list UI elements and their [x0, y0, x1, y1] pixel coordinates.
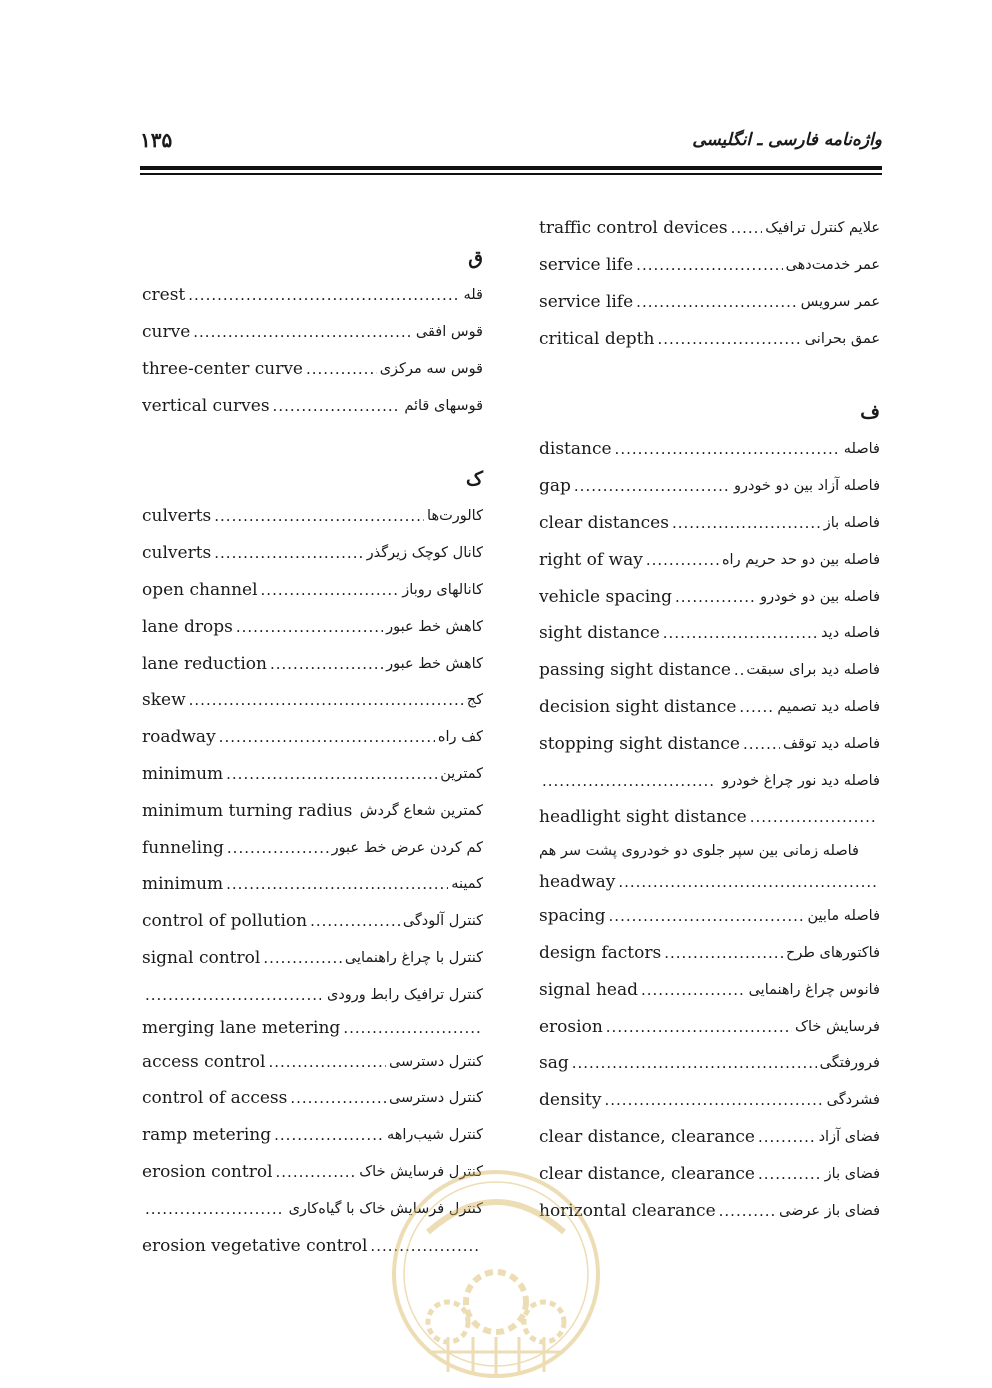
- persian-term: فاصله دید نور چراغ خودرو: [722, 772, 880, 789]
- spacer: [539, 357, 880, 394]
- leader-dots: [758, 1165, 822, 1183]
- running-title: واژه‌نامه فارسی ـ انگلیسی: [692, 130, 882, 150]
- english-term: signal head: [539, 979, 638, 1000]
- leader-dots: [731, 219, 763, 237]
- english-term: gap: [539, 476, 571, 497]
- leader-dots: [193, 323, 413, 341]
- leader-dots: [606, 1018, 792, 1036]
- leader-dots: [750, 808, 877, 826]
- persian-term: فرسایش خاک: [795, 1018, 880, 1035]
- entry-group: [539, 210, 880, 357]
- leader-dots: [605, 1091, 824, 1109]
- glossary-entry: [142, 1043, 483, 1080]
- english-term: lane reduction: [142, 653, 267, 674]
- english-term: clear distance, clearance: [539, 1126, 755, 1147]
- english-term: minimum turning radius: [142, 800, 353, 821]
- english-term: erosion: [539, 1016, 603, 1037]
- persian-term: فاصله بین دو خودرو: [760, 588, 880, 605]
- glossary-entry: [539, 578, 880, 615]
- leader-dots: [276, 1163, 357, 1181]
- leader-dots: [675, 588, 757, 606]
- leader-dots: [188, 286, 460, 304]
- persian-term: فاصله دید برای سبقت: [746, 662, 880, 679]
- persian-term: کانال کوچک زیرگذر: [366, 545, 483, 562]
- glossary-entry: [539, 320, 880, 357]
- persian-term: کمترین: [440, 765, 483, 782]
- persian-term: فاصله آزاد بین دو خودرو: [733, 478, 880, 495]
- leader-dots: [273, 397, 402, 415]
- english-term: headway: [539, 871, 616, 892]
- leader-dots: [290, 1089, 386, 1107]
- glossary-entry: [539, 971, 880, 1008]
- glossary-entry: [142, 829, 483, 866]
- persian-term: فاصله بین دو حد حریم راه: [721, 551, 880, 568]
- english-term: traffic control devices: [539, 218, 728, 239]
- persian-term: فاصله: [843, 441, 880, 458]
- leader-dots: [145, 1200, 283, 1218]
- english-term: vehicle spacing: [539, 586, 673, 607]
- english-term: skew: [142, 690, 186, 711]
- leader-dots: [263, 949, 342, 967]
- glossary-entry: [539, 431, 880, 468]
- glossary-entry: [142, 1080, 483, 1117]
- leader-dots: [236, 618, 383, 636]
- english-term: passing sight distance: [539, 660, 731, 681]
- glossary-entry: [142, 277, 483, 314]
- glossary-entry: [539, 468, 880, 505]
- persian-term: فاصله دید تصمیم: [777, 698, 880, 715]
- glossary-entry: [539, 1008, 880, 1045]
- english-term: sag: [539, 1053, 569, 1074]
- leader-dots: [739, 698, 774, 716]
- glossary-entry: [539, 935, 880, 972]
- entry-group: [142, 498, 483, 976]
- glossary-entry: [539, 1119, 880, 1156]
- leader-dots: [214, 544, 363, 562]
- leader-dots: [636, 293, 798, 311]
- persian-term: فاصله دید: [821, 625, 880, 642]
- glossary-entry: [142, 940, 483, 977]
- leader-dots: [214, 507, 424, 525]
- leader-dots: [609, 907, 805, 925]
- english-term: open channel: [142, 579, 258, 600]
- persian-term: قله: [463, 287, 483, 304]
- split-entry-english-line: [142, 1013, 483, 1043]
- glossary-entry: [142, 498, 483, 535]
- leader-dots: [274, 1126, 384, 1144]
- leader-dots: [542, 772, 716, 790]
- page-header: [140, 128, 882, 158]
- english-term: roadway: [142, 727, 216, 748]
- english-term: minimum: [142, 763, 224, 784]
- page-number: ۱۳۵: [140, 128, 173, 152]
- split-entry-english-line: [539, 799, 880, 836]
- persian-term: عمق بحرانی: [804, 330, 880, 347]
- english-term: service life: [539, 255, 634, 276]
- section-heading: ف: [860, 400, 880, 423]
- persian-term: کنترل دسترسی: [388, 1053, 483, 1070]
- glossary-entry: [142, 903, 483, 940]
- leader-dots: [734, 661, 743, 679]
- left-column: [142, 240, 483, 1264]
- persian-term: فاصله باز: [823, 514, 880, 531]
- english-term: spacing: [539, 906, 606, 927]
- english-term: service life: [539, 291, 634, 312]
- english-term: right of way: [539, 549, 643, 570]
- english-term: three-center curve: [142, 358, 303, 379]
- english-term: control of access: [142, 1088, 288, 1109]
- english-term: culverts: [142, 543, 212, 564]
- english-term: culverts: [142, 506, 212, 527]
- persian-term: فاصله دید توقف: [782, 735, 880, 752]
- persian-term: عمر سرویس: [800, 293, 880, 310]
- right-column: [539, 210, 880, 1229]
- leader-dots: [355, 802, 356, 820]
- glossary-entry: [539, 541, 880, 578]
- glossary-entry: [142, 866, 483, 903]
- entry-group: [142, 277, 483, 424]
- glossary-entry: [142, 756, 483, 793]
- english-term: design factors: [539, 942, 662, 963]
- english-term: vertical curves: [142, 395, 270, 416]
- leader-dots: [743, 735, 780, 753]
- persian-term: قوس سه مرکزی: [379, 360, 483, 377]
- persian-term: قوس افقی: [415, 324, 483, 341]
- glossary-entry: [142, 351, 483, 388]
- english-term: merging lane metering: [142, 1018, 341, 1039]
- persian-term: فاکتورهای طرح: [785, 944, 880, 961]
- glossary-entry: [142, 1117, 483, 1154]
- persian-term: عمر خدمت‌دهی: [785, 257, 880, 274]
- english-term: distance: [539, 439, 612, 460]
- split-entry-persian-line: [539, 762, 880, 799]
- glossary-entry: [539, 247, 880, 284]
- persian-term: فضای باز: [824, 1165, 880, 1182]
- english-term: decision sight distance: [539, 696, 737, 717]
- persian-term: علایم کنترل ترافیک: [765, 220, 880, 237]
- leader-dots: [189, 691, 464, 709]
- header-rule-thin: [140, 173, 882, 175]
- persian-term: کنترل آلودگی: [402, 913, 483, 930]
- english-term: density: [539, 1090, 602, 1111]
- persian-term: کالورت‌ها: [427, 508, 483, 525]
- glossary-entry: [142, 387, 483, 424]
- english-term: erosion control: [142, 1161, 273, 1182]
- split-entry-english-line: [539, 866, 880, 898]
- english-term: headlight sight distance: [539, 807, 747, 828]
- leader-dots: [615, 440, 841, 458]
- glossary-entry: [539, 652, 880, 689]
- persian-term: کج: [466, 692, 483, 709]
- persian-term: کنترل دسترسی: [388, 1090, 483, 1107]
- english-term: signal control: [142, 947, 261, 968]
- leader-dots: [219, 728, 435, 746]
- leader-dots: [672, 514, 821, 532]
- persian-term: فشردگی: [826, 1092, 880, 1109]
- persian-term: کمترین شعاع گردش: [359, 802, 483, 819]
- persian-term: فضای آزاد: [818, 1128, 880, 1145]
- glossary-entry: [142, 719, 483, 756]
- leader-dots: [574, 477, 731, 495]
- glossary-entry: [539, 505, 880, 542]
- glossary-entry: [142, 608, 483, 645]
- leader-dots: [343, 1019, 480, 1037]
- persian-term: کنترل شیب‌راهه: [386, 1127, 483, 1144]
- english-term: clear distances: [539, 512, 669, 533]
- persian-term: کنترل ترافیک رابط ورودی: [326, 986, 483, 1003]
- leader-dots: [664, 944, 783, 962]
- leader-dots: [145, 986, 321, 1004]
- leader-dots: [572, 1054, 817, 1072]
- leader-dots: [636, 256, 782, 274]
- leader-dots: [261, 581, 400, 599]
- leader-dots: [641, 981, 746, 999]
- persian-term: کاهش خط عبور: [386, 655, 483, 672]
- persian-term: کنترل با چراغ راهنمایی: [344, 949, 483, 966]
- persian-term: فانوس چراغ راهنمایی: [748, 981, 880, 998]
- glossary-entry: [539, 210, 880, 247]
- section-heading: ک: [465, 467, 483, 490]
- english-term: funneling: [142, 837, 224, 858]
- persian-term: فاصله مابین: [807, 908, 880, 925]
- english-term: crest: [142, 285, 186, 306]
- english-term: stopping sight distance: [539, 733, 740, 754]
- entry-group: [539, 431, 880, 762]
- english-term: ramp metering: [142, 1125, 272, 1146]
- glossary-entry: [539, 1082, 880, 1119]
- leader-dots: [663, 624, 818, 642]
- persian-term: کاهش خط عبور: [386, 618, 483, 635]
- leader-dots: [306, 360, 377, 378]
- header-rule-thick: [140, 166, 882, 170]
- leader-dots: [270, 655, 383, 673]
- glossary-entry: [142, 682, 483, 719]
- glossary-entry: [142, 792, 483, 829]
- leader-dots: [226, 875, 448, 893]
- persian-term: قوسهای قائم: [404, 397, 483, 414]
- persian-term: فضای باز عرضی: [779, 1202, 880, 1219]
- glossary-entry: [539, 284, 880, 321]
- leader-dots: [719, 1202, 776, 1220]
- persian-term: کمینه: [451, 876, 483, 893]
- glossary-entry: [539, 689, 880, 726]
- english-term: sight distance: [539, 623, 660, 644]
- leader-dots: [226, 765, 437, 783]
- english-term: curve: [142, 322, 191, 343]
- glossary-entry: [539, 898, 880, 935]
- split-entry-persian-line: [142, 976, 483, 1013]
- english-term: clear distance, clearance: [539, 1163, 755, 1184]
- leader-dots: [227, 839, 329, 857]
- section-heading: ق: [468, 247, 483, 269]
- spacer: [142, 424, 483, 461]
- english-term: control of pollution: [142, 911, 308, 932]
- persian-term: کنترل فرسایش خاک با گیاه‌کاری: [288, 1200, 483, 1217]
- persian-term: کانالهای روباز: [402, 581, 483, 598]
- persian-term: فرورفتگی: [819, 1055, 880, 1072]
- glossary-entry: [539, 725, 880, 762]
- english-term: critical depth: [539, 328, 655, 349]
- watermark-emblem-icon: [388, 1162, 604, 1382]
- leader-dots: [618, 873, 877, 891]
- leader-dots: [758, 1128, 816, 1146]
- glossary-entry: [539, 1045, 880, 1082]
- persian-term: کف راه: [437, 729, 483, 746]
- english-term: horizontal clearance: [539, 1200, 716, 1221]
- leader-dots: [646, 551, 719, 569]
- leader-dots: [657, 330, 801, 348]
- english-term: erosion vegetative control: [142, 1235, 368, 1256]
- glossary-entry: [142, 645, 483, 682]
- glossary-entry: [539, 615, 880, 652]
- english-term: lane drops: [142, 616, 233, 637]
- leader-dots: [310, 912, 400, 930]
- glossary-entry: [142, 572, 483, 609]
- english-term: access control: [142, 1051, 266, 1072]
- glossary-entry: [142, 314, 483, 351]
- english-term: minimum: [142, 874, 224, 895]
- glossary-entry: [142, 535, 483, 572]
- persian-term: کنترل فرسایش خاک: [359, 1163, 483, 1180]
- persian-term-line: فاصله زمانی بین سپر جلوی دو خودروی پشت سر هم: [539, 842, 859, 859]
- persian-term: کم کردن عرض خط عبور: [331, 839, 483, 856]
- leader-dots: [268, 1053, 386, 1071]
